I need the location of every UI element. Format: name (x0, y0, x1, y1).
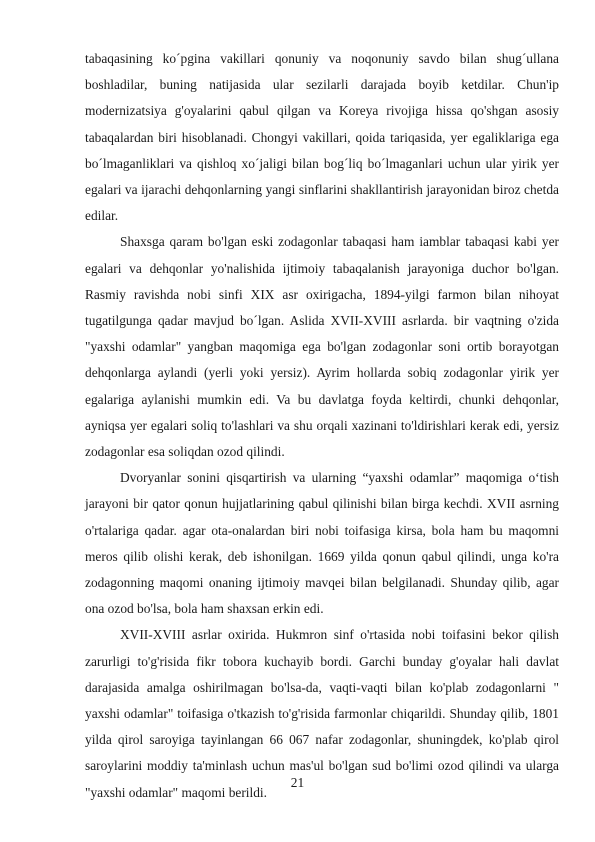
page-number: 21 (290, 775, 305, 790)
paragraph-continued: tabaqasining ko´pgina vakillari qonuniy va noqonuniy savdo bilan shug´ullana boshladilar, buning natijasida ular sezilarli darajada boyib ketdilar. Chun'ip modernizatsiya g'oyalarini qabul qilgan va Koreya rivojiga hissa qo'shgan asosiy tabaqalardan biri hisoblanadi. Chongyi vakillari, qoida tariqasida, yer egaliklariga ega bo´lmaganliklari va qishloq xo´jaligi bilan bog´liq bo´lmaganlari uchun ular yirik yer egalari va ijarachi dehqonlarning yangi sinflarini shakllantirish jarayonidan biroz chetda edilar. (85, 51, 559, 224)
paragraph-nobility-reduction: Dvoryanlar sonini qisqartirish va ularning “yaxshi odamlar” maqomiga o‘tish jarayoni bir qator qonun hujjatlarining qabul qilinishi bilan birga kechdi. XVII asrning o'rtalariga qadar. agar ota-onalardan biri nobi toifasiga kirsa, bola ham bu maqomni meros qilib olishi kerak, deb ishonilgan. 1669 yilda qonun qabul qilindi, unga ko'ra zodagonning maqomi onaning ijtimoiy mavqei bilan belgilanadi. Shunday qilib, agar ona ozod bo'lsa, bola ham shaxsan erkin edi. (85, 470, 559, 617)
paragraph-xvii-xviii-centuries: XVII-XVIII asrlar oxirida. Hukmron sinf o'rtasida nobi toifasini bekor qilish zarurligi to'g'risida fikr tobora kuchayib bordi. Garchi bunday g'oyalar hali davlat darajasida amalga oshirilmagan bo'lsa-da, vaqti-vaqti bilan ko'plab zodagonlarni " yaxshi odamlar" toifasiga o'tkazish to'g'risida farmonlar chiqarildi. Shunday qilib, 1801 yilda qirol saroyiga tayinlangan 66 067 nafar zodagonlar, shuningdek, ko'plab qirol saroylarini moddiy ta'minlash uchun mas'ul bo'lgan sud bo'limi ozod qilindi va ularga "yaxshi odamlar" maqomi berildi. (85, 627, 559, 800)
body-text (85, 46, 559, 806)
paragraph-noble-class: Shaxsga qaram bo'lgan eski zodagonlar tabaqasi ham iamblar tabaqasi kabi yer egalari va dehqonlar yo'nalishida ijtimoiy tabaqalanish jarayoniga duchor bo'lgan. Rasmiy ravishda nobi sinfi XIX asr oxirigacha, 1894-yilgi farmon bilan nihoyat tugatilgunga qadar mavjud bo´lgan. Aslida XVII-XVIII asrlarda. bir vaqtning o'zida "yaxshi odamlar" yangban maqomiga ega bo'lgan zodagonlar soni ortib borayotgan dehqonlarga aylandi (yerli yoki yersiz). Ayrim hollarda sobiq zodagonlar yirik yer egalariga aylanishi mumkin edi. Va bu davlatga foyda keltirdi, chunki dehqonlar, ayniqsa yer egalari soliq to'lashlari va shu orqali xazinani to'ldirishlari kerak edi, yersiz zodagonlar esa soliqdan ozod qilindi. (85, 234, 559, 460)
